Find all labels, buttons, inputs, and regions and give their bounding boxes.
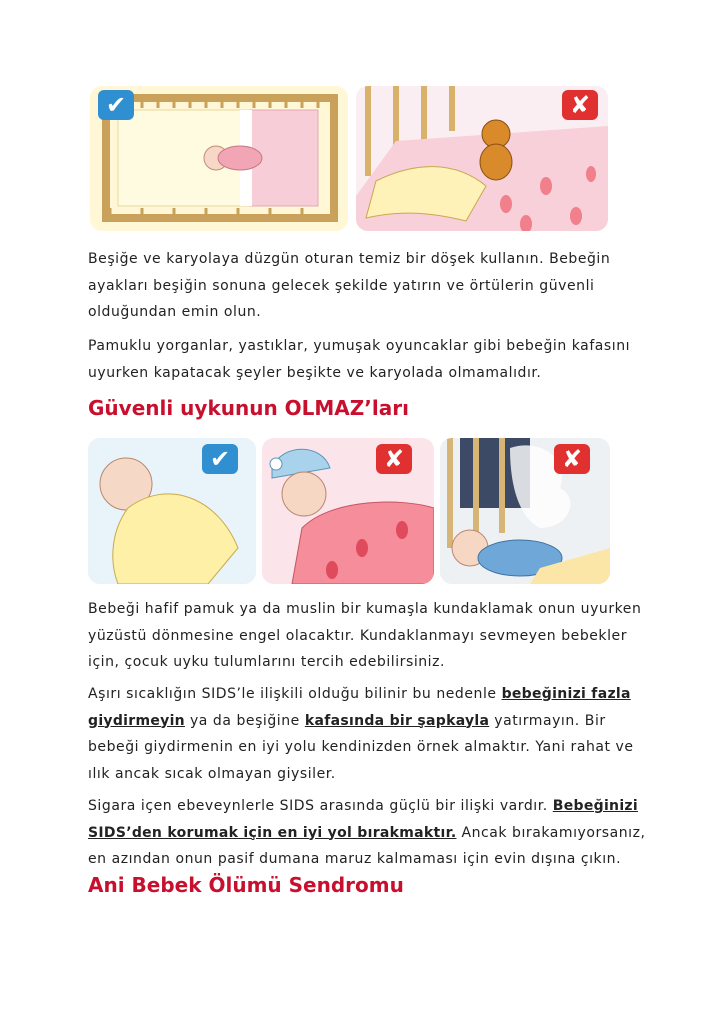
section-heading-sids: Ani Bebek Ölümü Sendromu <box>88 873 404 897</box>
emphasis-text: bebeğinizi fazla giydirmeyin <box>88 686 631 729</box>
paragraph-text: Sigara içen ebeveynlerle SIDS arasında güçlü bir ilişki vardır. <box>88 798 553 814</box>
paragraph-text: Aşırı sıcaklığın SIDS’le ilişkili olduğu bilinir bu nedenle <box>88 686 502 702</box>
safe-crib-illustration <box>90 86 348 231</box>
cross-icon: ✘ <box>561 445 583 473</box>
safe-badge <box>98 90 134 120</box>
paragraph-overheating <box>88 681 648 787</box>
cross-icon: ✘ <box>383 445 405 473</box>
unsafe-badge <box>562 90 598 120</box>
safe-badge <box>202 444 238 474</box>
cross-icon: ✘ <box>569 91 591 119</box>
emphasis-text: kafasında bir şapkayla <box>304 712 490 729</box>
smoke-exposure-illustration <box>440 438 610 584</box>
paragraph-text: Ancak bırakamıyorsanız, en azından onun pasif dumana maruz kalmaması için evin dışına çıkın. <box>88 824 646 867</box>
paragraph-text: ya da beşiğine <box>184 712 305 729</box>
checkmark-icon: ✔ <box>105 91 127 119</box>
checkmark-icon: ✔ <box>209 445 231 473</box>
paragraph-text: yatırmayın. Bir bebeği giydirmenin en iyi yolu kendinizden örnek almaktır. Yani rahat ve ılık ancak sıcak olmayan giysiler. <box>88 712 634 782</box>
section-heading-unsafe-sleep: Güvenli uykunun OLMAZ’ları <box>88 396 409 420</box>
swaddled-baby-illustration <box>88 438 256 584</box>
unsafe-crib-illustration <box>356 86 608 231</box>
unsafe-badge <box>376 444 412 474</box>
paragraph-soft-items: Pamuklu yorganlar, yastıklar, yumuşak oyuncaklar gibi bebeğin kafasını uyurken kapatacak şeyler beşikte ve karyolada olmamalıdır. <box>88 338 631 381</box>
unsafe-badge <box>554 444 590 474</box>
baby-with-hat-illustration <box>262 438 434 584</box>
paragraph-swaddling: Bebeği hafif pamuk ya da muslin bir kumaşla kundaklamak onun uyurken yüzüstü dönmesine engel olacaktır. Kundaklanmayı sevmeyen bebekler için, çocuk uyku tulumlarını tercih edebilirsiniz. <box>88 601 642 670</box>
emphasis-text: Bebeğinizi SIDS’den korumak için en iyi yol bırakmaktır. <box>88 798 638 841</box>
paragraph-smoking <box>88 793 648 873</box>
paragraph-mattress: Beşiğe ve karyolaya düzgün oturan temiz bir döşek kullanın. Bebeğin ayakları beşiğin sonuna gelecek şekilde yatırın ve örtülerin güvenli olduğundan emin olun. <box>88 251 611 320</box>
